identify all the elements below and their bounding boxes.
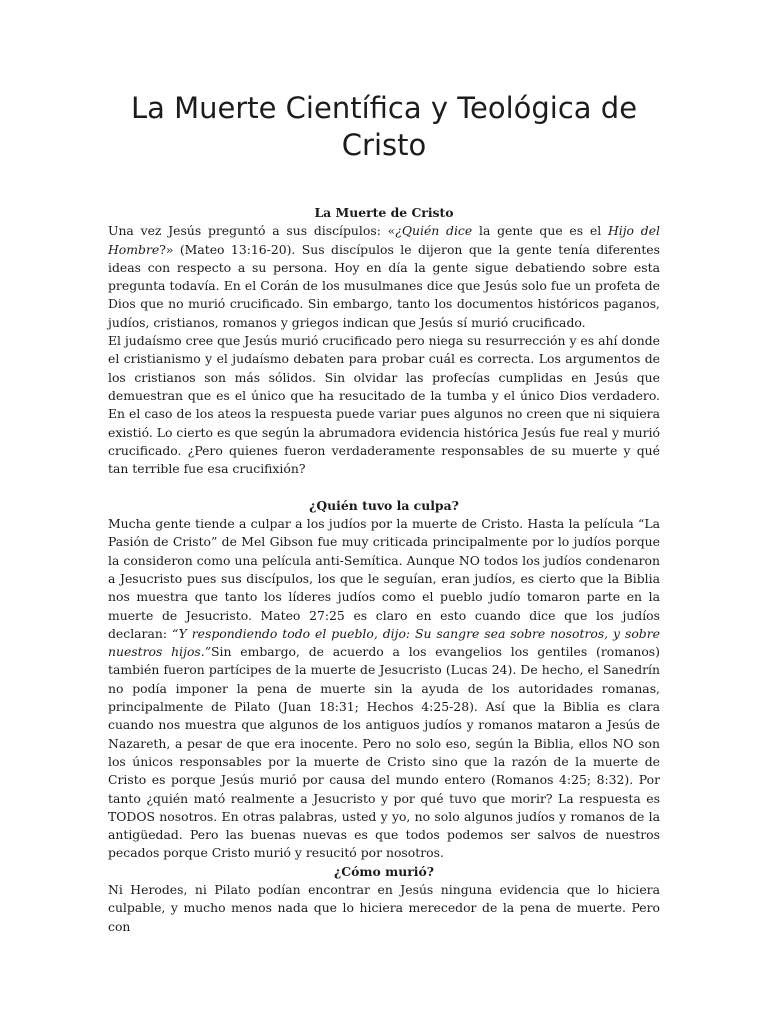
paragraph-spacer: [108, 478, 660, 496]
section-heading: ¿Cómo murió?: [334, 863, 434, 879]
text-run: Una vez Jesús preguntó a sus discípulos: «: [108, 223, 396, 239]
text-run: ?» (Mateo 13:16-20). Sus discípulos le dijeron que la gente tenía diferentes ideas con respecto a su persona. Hoy en día la gente sigue debatiendo sobre esta pregunta todavía. En el Corán de los musulmanes dice que Jesús solo fue un profeta de Dios que no murió crucificado. Sin embargo, tanto los documentos históricos paganos, judíos, cristianos, romanos y griegos indican que Jesús sí murió crucificado.: [108, 241, 660, 330]
document-title: La Muerte Científica y Teológica de Cristo: [130, 91, 638, 162]
paragraph: Ni Herodes, ni Pilato podían encontrar en Jesús ninguna evidencia que lo hiciera culpable, y mucho menos nada que lo hiciera merecedor de la pena de muerte. Pero con: [108, 881, 660, 934]
paragraph: El judaísmo cree que Jesús murió crucificado pero niega su resurrección y es ahí donde el cristianismo y el judaísmo debaten para probar cuál es correcta. Los argumentos de los cristianos son más sólidos. Sin olvidar las profecías cumplidas en Jesús que demuestran que es el único que ha resucitado de la tumba y el único Dios verdadero. En el caso de los ateos la respuesta puede variar pues algunos no creen que ni siquiera existió. Lo cierto es que según la abrumadora evidencia histórica Jesús fue real y murió crucificado. ¿Pero quienes fueron verdaderamente responsables de su muerte y qué tan terrible fue esa crucifixión?: [108, 333, 660, 477]
paragraph: [108, 222, 660, 332]
italic-text: ¿Quién dice: [395, 223, 473, 239]
section-heading: ¿Quién tuvo la culpa?: [309, 497, 459, 513]
paragraph: [108, 515, 660, 863]
document-body: [108, 204, 660, 936]
text-run: Mucha gente tiende a culpar a los judíos por la muerte de Cristo. Hasta la película “La Pasión de Cristo” de Mel Gibson fue muy criticada principalmente por lo judíos porque la consideron como una película anti-Semítica. Aunque NO todos los judíos condenaron a Jesucristo pues sus discípulos, los que le seguían, eran judíos, es cierto que la Biblia nos muestra que tanto los líderes judíos como el pueblo judío tomaron parte en la muerte de Jesucristo. Mateo 27:25 es claro en esto cuando dice que los judíos declaran:: [108, 516, 660, 641]
italic-quote: “Y respondiendo todo el pueblo, dijo: Su sangre sea sobre nosotros, y sobre nuestros hijos.”: [108, 625, 660, 660]
text-run: Sin embargo, de acuerdo a los evangelios los gentiles (romanos) también fueron partícipes de la muerte de Jesucristo (Lucas 24). De hecho, el Sanedrín no podía imponer la pena de muerte sin la ayuda de los autoridades romanas, principalmente de Pilato (Juan 18:31; Hechos 4:25-28). Así que la Biblia es clara cuando nos muestra que algunos de los antiguos judíos y romanos mataron a Jesús de Nazareth, a pesar de que era inocente. Pero no solo eso, según la Biblia, ellos NO son los únicos responsables por la muerte de Cristo sino que la razón de la muerte de Cristo es porque Jesús murió por causa del mundo entero (Romanos 4:25; 8:32). Por tanto ¿quién mató realmente a Jesucristo y por qué tuvo que morir? La respuesta es TODOS nosotros. En otras palabras, usted y yo, no solo algunos judíos y romanos de la antigüedad. Pero las buenas nuevas es que todos podemos ser salvos de nuestros pecados porque Cristo murió y resucitó por nosotros.: [108, 644, 660, 861]
section-heading: La Muerte de Cristo: [314, 205, 454, 220]
text-run: la gente que es el: [472, 223, 608, 239]
italic-text: Hijo del Hombre: [108, 223, 660, 257]
